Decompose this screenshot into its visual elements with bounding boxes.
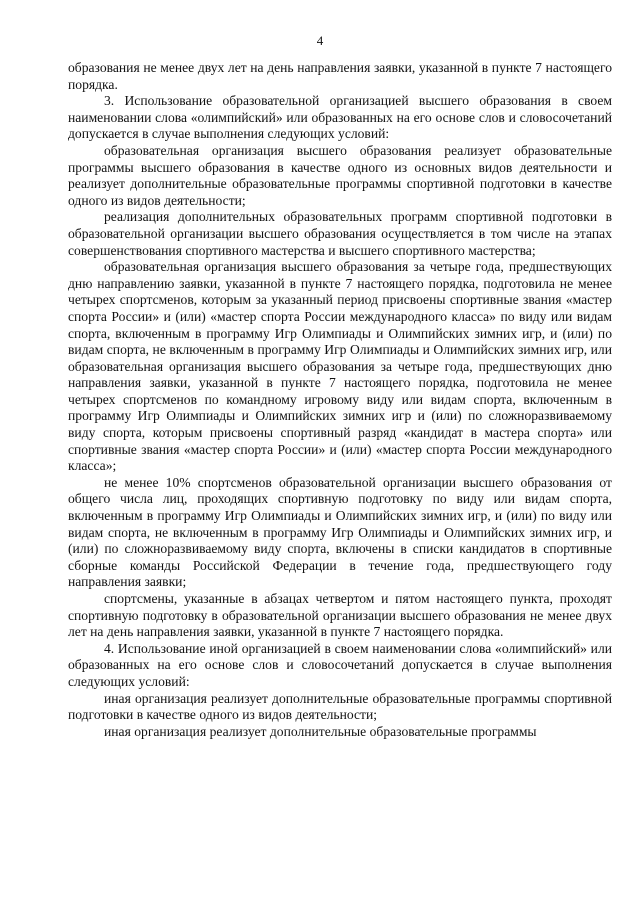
document-body xyxy=(68,60,612,740)
paragraph-3: образовательная организация высшего образования реализует образовательные программы высшего образования в качестве одного из основных видов деятельности и реализует дополнительные образовательные программы спортивной подготовки в качестве одного из видов деятельности; xyxy=(68,142,612,208)
paragraph-2: 3. Использование образовательной организацией высшего образования в своем наименовании слова «олимпийский» или образованных на его основе слов и словосочетаний допускается в случае выполнения следующих условий: xyxy=(68,93,612,142)
paragraph-10: иная организация реализует дополнительные образовательные программы xyxy=(104,723,537,739)
paragraph-5: образовательная организация высшего образования за четыре года, предшествующих дню направлению заявки, указанной в пункте 7 настоящего порядка, подготовила не менее четырех спортсменов, которым за указанный период присвоены спортивные звания «мастер спорта России» и (или) «мастер спорта России международного класса» по виду или видам спорта, включенным в программу Игр Олимпиады и Олимпийских зимних игр, и (или) по видам спорта, не включенным в программу Игр Олимпиады и Олимпийских зимних игр, или образовательная организация высшего образования за четыре года, предшествующих дню направления заявки, указанной в пункте 7 настоящего порядка, подготовила не менее четырех спортсменов по командному игровому виду или видам спорта, включенным в программу Игр Олимпиады и Олимпийских зимних игр и (или) по сложноразвиваемому виду спорта, которым присвоены спортивный разряд «кандидат в мастера спорта» или спортивные звания «мастер спорта России» и (или) «мастер спорта России международного класса»; xyxy=(68,259,612,474)
page-number: 4 xyxy=(316,33,324,48)
paragraph-1: образования не менее двух лет на день направления заявки, указанной в пункте 7 настоящего порядка. xyxy=(68,60,612,92)
paragraph-4: реализация дополнительных образовательных программ спортивной подготовки в образовательной организации высшего образования осуществляется в том числе на этапах совершенствования спортивного мастерства и высшего спортивного мастерства; xyxy=(68,209,612,258)
paragraph-6: не менее 10% спортсменов образовательной организации высшего образования от общего числа лиц, проходящих спортивную подготовку по виду или видам спорта, включенным в программу Игр Олимпиады и Олимпийских зимних игр, и (или) по виду или видам спорта, не включенным в программу Игр Олимпиады и Олимпийских зимних игр, и (или) по сложноразвиваемому виду спорта, включены в списки кандидатов в спортивные сборные команды Российской Федерации в течение года, предшествующего году направления заявки; xyxy=(68,474,612,590)
paragraph-7: спортсмены, указанные в абзацах четвертом и пятом настоящего пункта, проходят спортивную подготовку в образовательной организации высшего образования не менее двух лет на день направления заявки, указанной в пункте 7 настоящего порядка. xyxy=(68,591,612,640)
paragraph-8: 4. Использование иной организацией в своем наименовании слова «олимпийский» или образованных на его основе слов и словосочетаний допускается в случае выполнения следующих условий: xyxy=(68,640,612,689)
paragraph-9: иная организация реализует дополнительные образовательные программы спортивной подготовки в качестве одного из видов деятельности; xyxy=(68,690,612,723)
